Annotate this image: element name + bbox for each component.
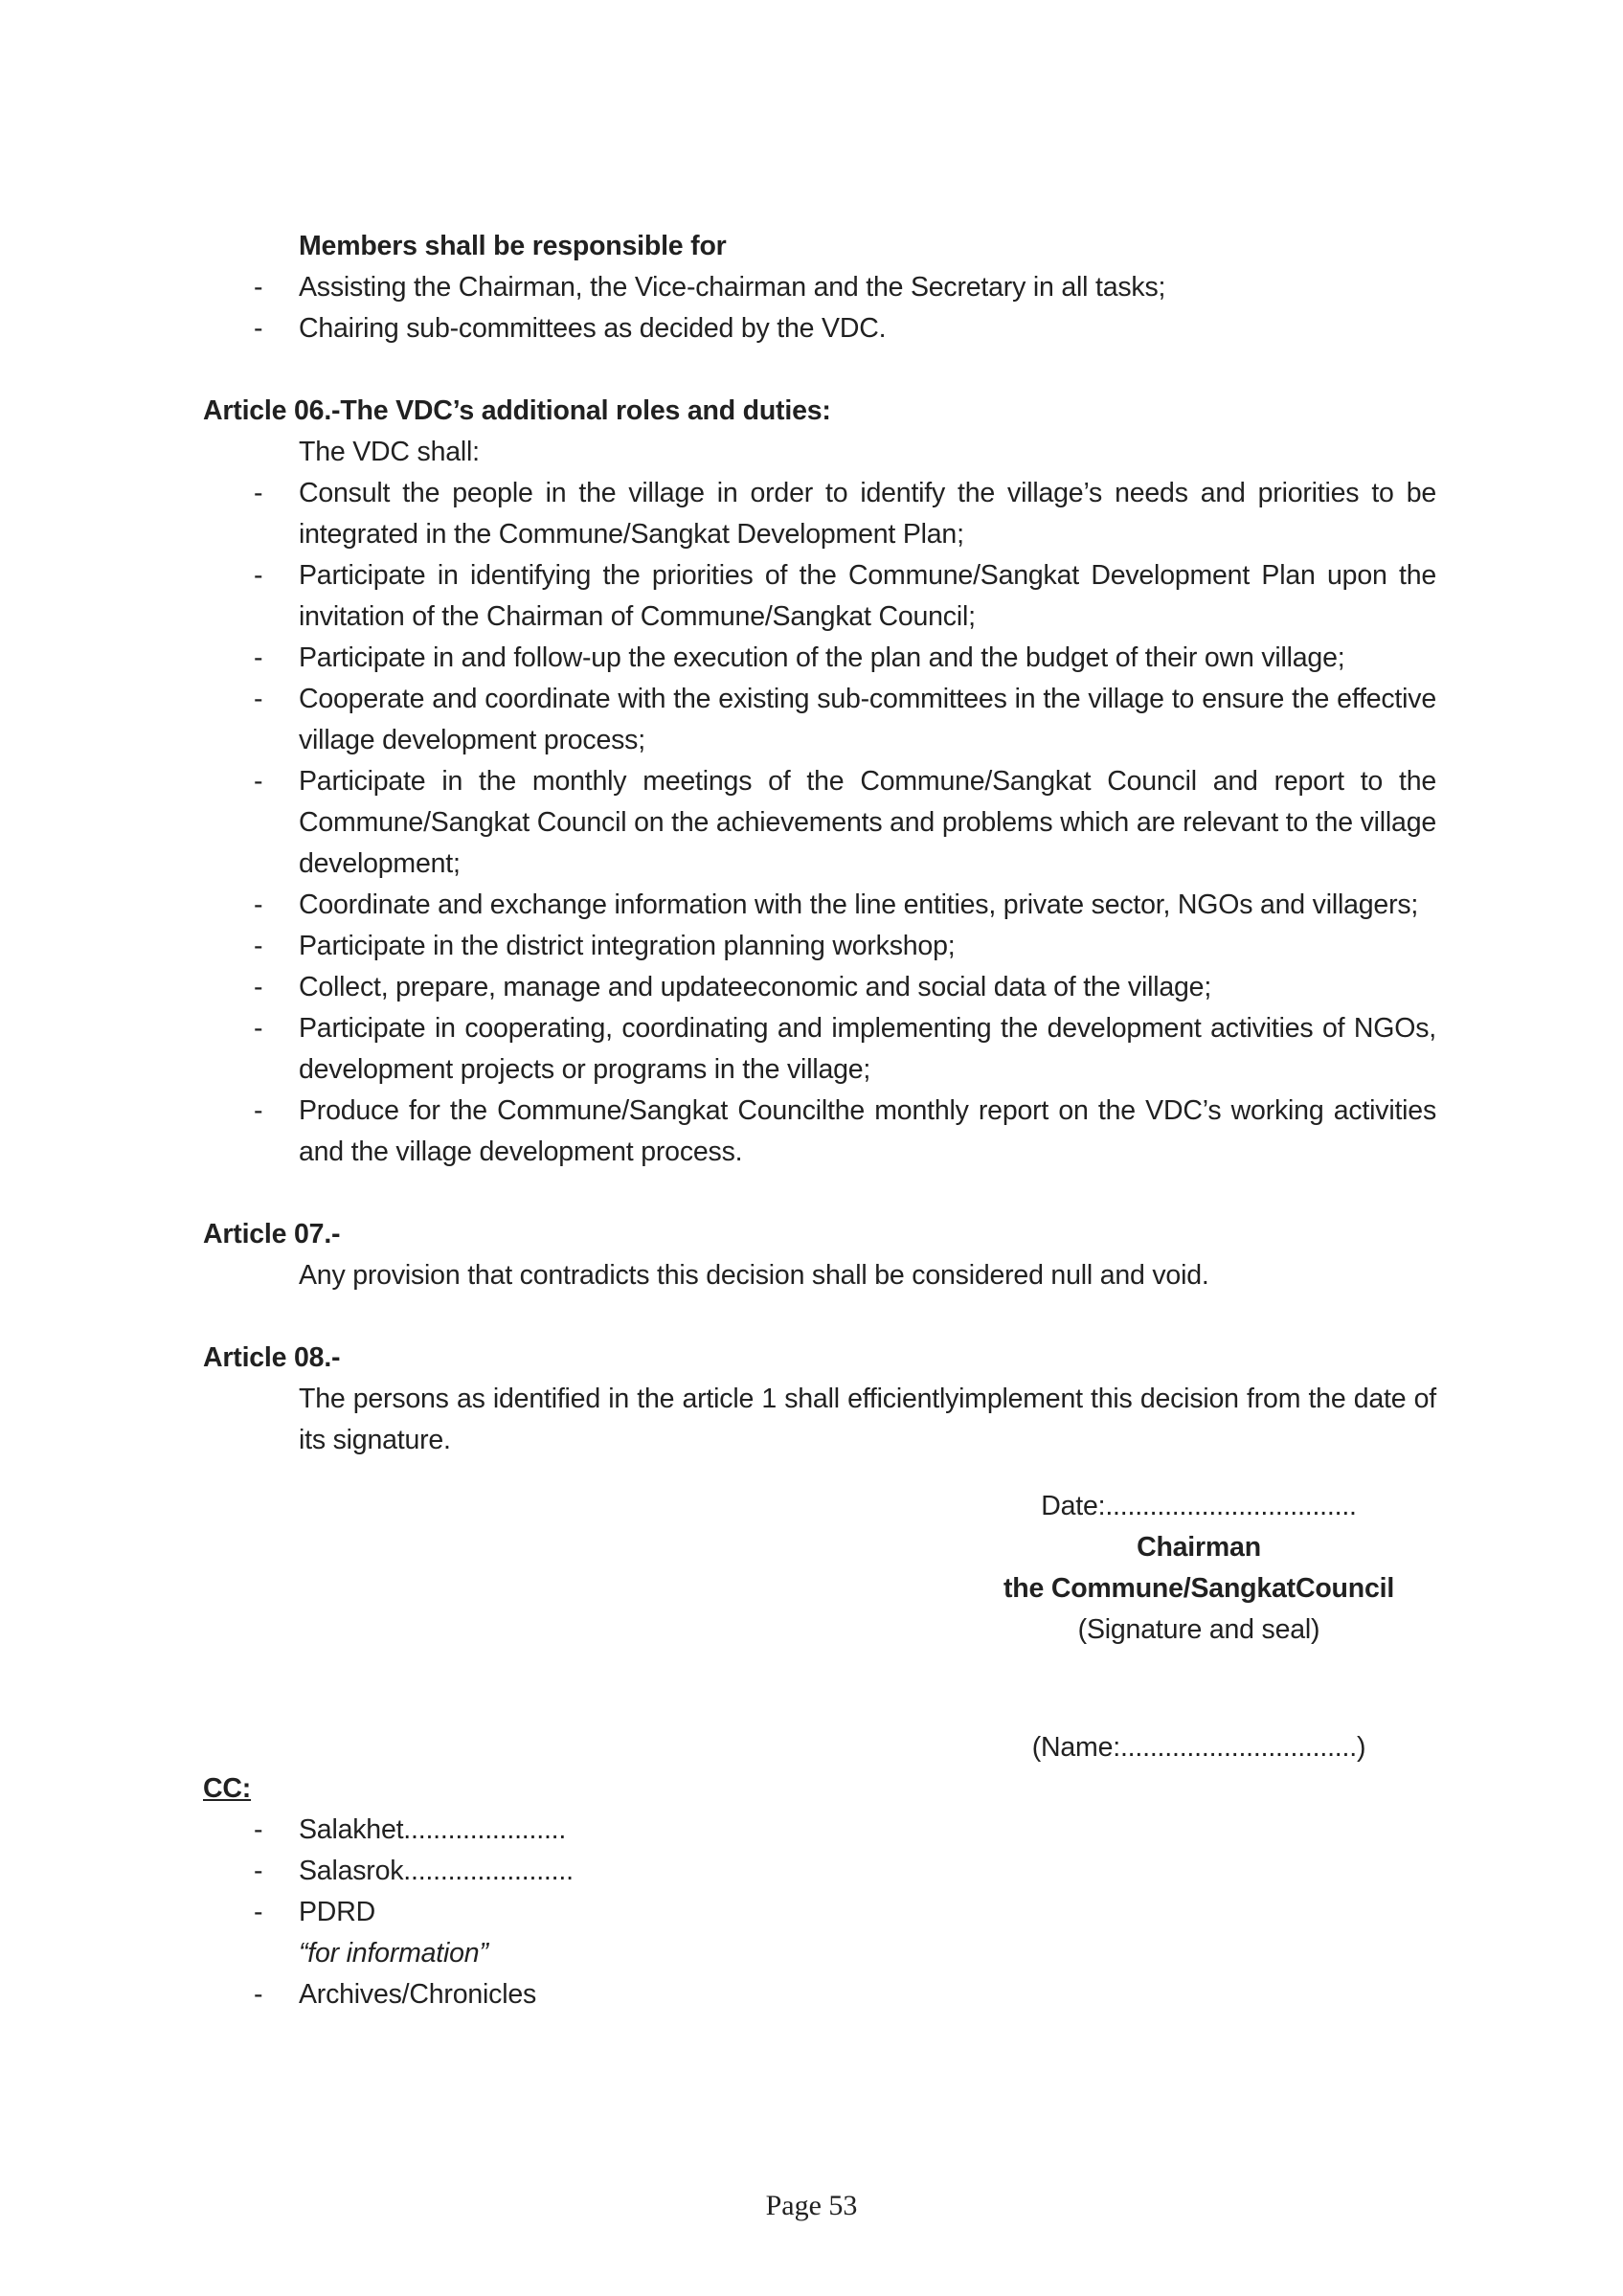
bullet-dash: - xyxy=(254,1897,263,1927)
article07-heading: Article 07.- xyxy=(203,1219,341,1249)
bullet-text: Cooperate and coordinate with the existing sub-committees in the village to ensure the effective village development process; xyxy=(299,684,1436,755)
bullet-dash: - xyxy=(254,972,263,1002)
bullet-dash: - xyxy=(254,1856,263,1886)
list-item xyxy=(203,679,1436,761)
article06-heading: Article 06.-The VDC’s additional roles and duties: xyxy=(203,395,831,426)
members-heading: Members shall be responsible for xyxy=(299,231,727,261)
spacer xyxy=(969,1651,1429,1727)
bullet-dash: - xyxy=(254,313,263,344)
cc-item xyxy=(203,1892,1436,1933)
list-item xyxy=(203,308,1436,349)
spacer xyxy=(203,349,1436,391)
bullet-text: Participate in identifying the priorities of the Commune/Sangkat Development Plan upon the invitation of the Chairman of Commune/Sangkat Council; xyxy=(299,560,1436,632)
cc-item xyxy=(203,1810,1436,1851)
spacer xyxy=(203,1296,1436,1338)
bullet-text: Participate in and follow-up the execution of the plan and the budget of their own village; xyxy=(299,642,1345,673)
article06-lead: The VDC shall: xyxy=(299,437,480,467)
signature-block xyxy=(969,1486,1429,1768)
bullet-dash: - xyxy=(254,642,263,673)
list-item xyxy=(203,761,1436,885)
bullet-text: Assisting the Chairman, the Vice-chairman and the Secretary in all tasks; xyxy=(299,272,1166,303)
list-item xyxy=(203,926,1436,967)
bullet-dash: - xyxy=(254,684,263,714)
cc-note: “for information” xyxy=(299,1938,488,1969)
cc-item xyxy=(203,1974,1436,2015)
date-line: Date:.................................. xyxy=(1041,1491,1357,1521)
bullet-text: Coordinate and exchange information with the line entities, private sector, NGOs and villagers; xyxy=(299,889,1419,920)
bullet-dash: - xyxy=(254,1814,263,1845)
list-item xyxy=(203,555,1436,638)
document-content xyxy=(203,226,1436,2015)
bullet-dash: - xyxy=(254,1013,263,1044)
bullet-text: Collect, prepare, manage and updateeconomic and social data of the village; xyxy=(299,972,1212,1002)
bullet-dash: - xyxy=(254,1979,263,2010)
article08-body: The persons as identified in the article 1 shall efficientlyimplement this decision from the date of its signature. xyxy=(299,1384,1436,1455)
list-item xyxy=(203,638,1436,679)
council-title: the Commune/SangkatCouncil xyxy=(1003,1573,1395,1604)
bullet-dash: - xyxy=(254,889,263,920)
list-item xyxy=(203,885,1436,926)
name-line: (Name:................................) xyxy=(1031,1732,1366,1763)
bullet-dash: - xyxy=(254,931,263,961)
list-item xyxy=(203,267,1436,308)
list-item xyxy=(203,473,1436,555)
bullet-text: Consult the people in the village in order to identify the village’s needs and priorities to be integrated in the Commune/Sangkat Development Plan; xyxy=(299,478,1436,550)
cc-item-text: PDRD xyxy=(299,1897,375,1927)
article07-body: Any provision that contradicts this decision shall be considered null and void. xyxy=(299,1260,1209,1291)
article08-heading: Article 08.- xyxy=(203,1342,341,1373)
list-item xyxy=(203,1091,1436,1173)
cc-item-text: Archives/Chronicles xyxy=(299,1979,537,2010)
bullet-dash: - xyxy=(254,560,263,591)
cc-item xyxy=(203,1851,1436,1892)
cc-item-text: Salasrok....................... xyxy=(299,1856,574,1886)
chairman-title: Chairman xyxy=(1137,1532,1261,1563)
list-item xyxy=(203,967,1436,1008)
cc-item-text: Salakhet...................... xyxy=(299,1814,567,1845)
bullet-dash: - xyxy=(254,272,263,303)
signature-seal-note: (Signature and seal) xyxy=(1077,1614,1320,1645)
bullet-text: Chairing sub-committees as decided by the VDC. xyxy=(299,313,887,344)
spacer xyxy=(203,1461,1436,1486)
page-number: Page 53 xyxy=(765,2190,858,2221)
bullet-dash: - xyxy=(254,1095,263,1126)
bullet-text: Participate in the district integration planning workshop; xyxy=(299,931,956,961)
bullet-text: Participate in cooperating, coordinating and implementing the development activities of NGOs, development projects or programs in the village; xyxy=(299,1013,1436,1085)
cc-heading: CC: xyxy=(203,1773,252,1804)
spacer xyxy=(203,1173,1436,1214)
list-item xyxy=(203,1008,1436,1091)
bullet-dash: - xyxy=(254,478,263,508)
bullet-dash: - xyxy=(254,766,263,797)
bullet-text: Participate in the monthly meetings of the Commune/Sangkat Council and report to the Commune/Sangkat Council on the achievements and problems which are relevant to the village development; xyxy=(299,766,1436,879)
bullet-text: Produce for the Commune/Sangkat Councilthe monthly report on the VDC’s working activities and the village development process. xyxy=(299,1095,1436,1167)
